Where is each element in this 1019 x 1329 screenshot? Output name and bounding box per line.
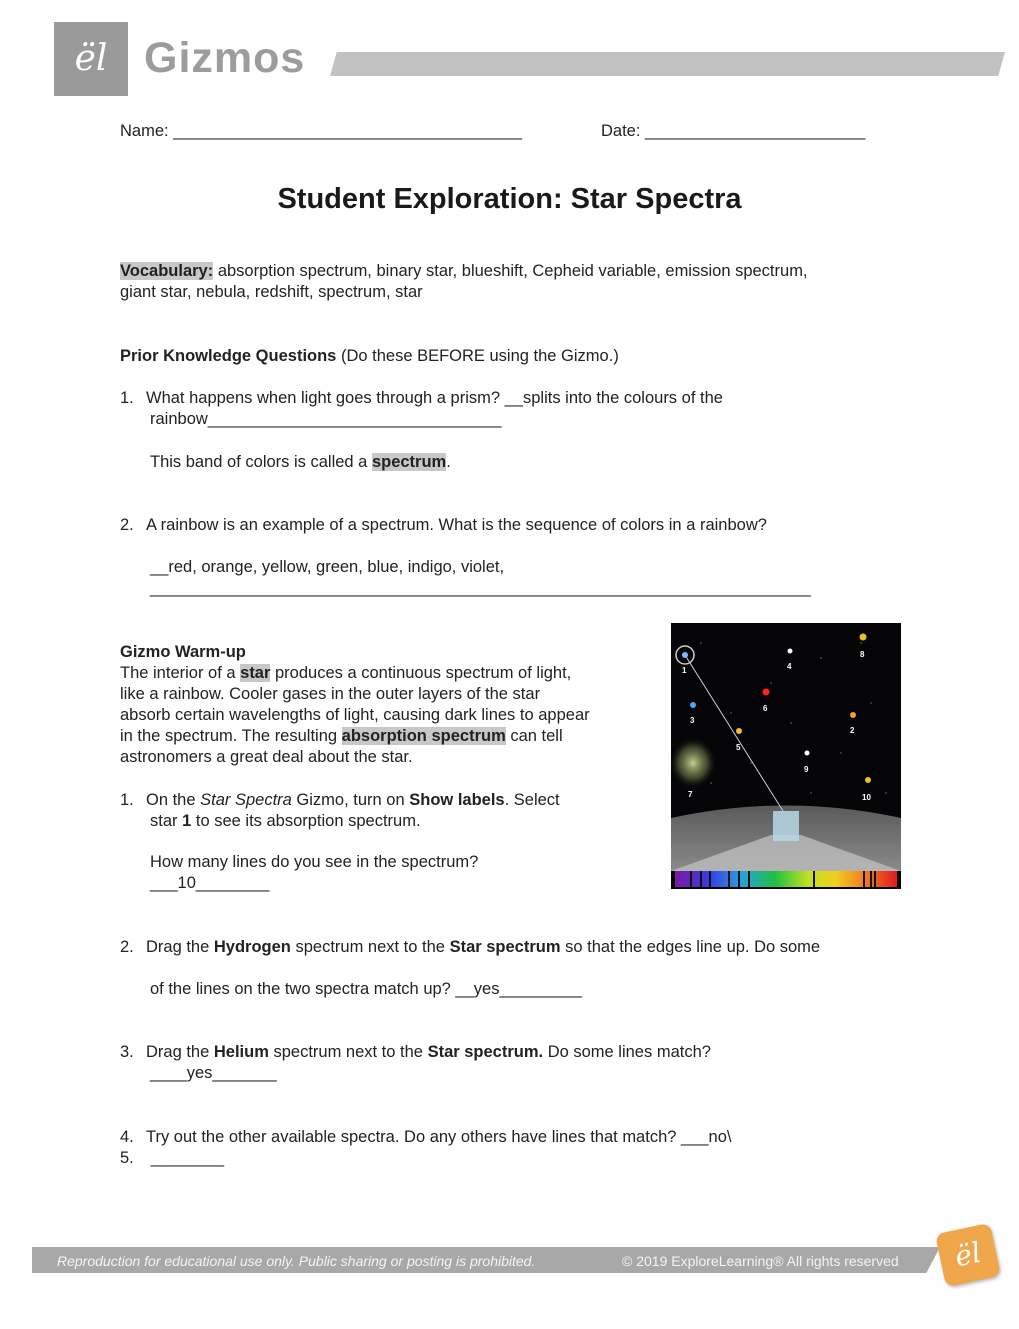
followup-text: This band of colors is called a (150, 453, 372, 471)
warmup-q1-question: How many lines do you see in the spectrum? (150, 853, 479, 871)
warmup-q5 (120, 1148, 224, 1169)
page-title: Student Exploration: Star Spectra (277, 183, 742, 215)
header-bar (330, 52, 1005, 76)
q-text: spectrum next to the (290, 938, 450, 956)
q-text: to see its absorption spectrum. (191, 812, 421, 830)
warmup-q1-answer: ___10________ (150, 874, 270, 892)
gizmo-name: Star Spectra (200, 791, 292, 809)
q-text: Drag the (146, 1043, 214, 1061)
nebula (671, 737, 717, 789)
name-field (120, 121, 522, 142)
helium-term: Helium (213, 1043, 269, 1061)
q-text: Do some lines match? (543, 1043, 711, 1061)
prior-heading-label: Prior Knowledge Questions (120, 347, 337, 365)
para-text: can tell (505, 727, 563, 745)
star-label-5: 5 (736, 743, 741, 752)
star-label-8: 8 (860, 650, 865, 659)
warmup-q2 (120, 937, 820, 958)
vocabulary-line-2: giant star, nebula, redshift, spectrum, star (120, 283, 423, 301)
warmup-heading (120, 642, 246, 663)
prior-q1-line2: rainbow________________________________ (150, 410, 502, 428)
star-label-7: 7 (688, 790, 693, 799)
warmup-para-line-3: absorb certain wavelengths of light, causing dark lines to appear (120, 706, 590, 724)
hydrogen-term: Hydrogen (213, 938, 291, 956)
date-blank: ________________________ (645, 122, 866, 140)
warmup-q3-num: 3. (120, 1043, 134, 1061)
star-label-3: 3 (690, 716, 695, 725)
warmup-para-line-1 (120, 663, 571, 684)
prior-q1-num: 1. (120, 389, 134, 407)
warmup-q1-num: 1. (120, 791, 134, 809)
star-label-6: 6 (763, 704, 768, 713)
star-label-2: 2 (850, 726, 855, 735)
q-text: spectrum next to the (268, 1043, 428, 1061)
show-labels-term: Show labels (409, 791, 505, 809)
spectrum-term: spectrum (371, 453, 447, 471)
prior-q2-blank: ________________________________________________________________________ (150, 579, 811, 597)
q-text: Drag the (146, 938, 214, 956)
q-text: ________ (146, 1149, 224, 1167)
vocabulary-terms-1: absorption spectrum, binary star, blueshift, Cepheid variable, emission spectrum, (213, 262, 808, 280)
para-text: The interior of a (120, 664, 241, 682)
warmup-q4 (120, 1127, 731, 1148)
star-spectra-gizmo-image (671, 623, 901, 889)
star-term: star (240, 664, 271, 682)
star-field-illustration (671, 623, 901, 889)
q-text: Try out the other available spectra. Do any others have lines that match? ___no\ (146, 1128, 732, 1146)
q-text: so that the edges line up. Do some (560, 938, 821, 956)
name-label: Name: (120, 122, 169, 140)
brand-name: Gizmos (144, 34, 306, 82)
star-label-10: 10 (862, 793, 871, 802)
explorelearning-footer-logo: ël (935, 1223, 1001, 1287)
prior-q1 (120, 388, 723, 409)
warmup-q1-line2 (150, 811, 421, 832)
warmup-q2-num: 2. (120, 938, 134, 956)
prior-q2-answer: __red, orange, yellow, green, blue, indigo, violet, (150, 558, 505, 576)
footer-notice: Reproduction for educational use only. Public sharing or posting is prohibited. (57, 1253, 536, 1269)
star-label-1: 1 (682, 666, 687, 675)
warmup-q4-num: 4. (120, 1128, 134, 1146)
warmup-para-line-5: astronomers a great deal about the star. (120, 748, 413, 766)
explorelearning-logo: ël (54, 22, 128, 96)
warmup-q3-answer: ____yes_______ (150, 1064, 277, 1082)
para-text: in the spectrum. The resulting (120, 727, 342, 745)
warmup-q5-num: 5. (120, 1149, 134, 1167)
warmup-q1 (120, 790, 560, 811)
warmup-q2-line2: of the lines on the two spectra match up? __yes_________ (150, 980, 583, 998)
prior-q2-text: A rainbow is an example of a spectrum. What is the sequence of colors in a rainbow? (146, 516, 767, 534)
warmup-para-line-2: like a rainbow. Cooler gases in the outer layers of the star (120, 685, 541, 703)
date-label: Date: (601, 122, 641, 140)
vocabulary-line-1 (120, 261, 808, 282)
prior-q2-num: 2. (120, 516, 134, 534)
name-blank: ______________________________________ (173, 122, 522, 140)
prior-q1-text: What happens when light goes through a prism? __splits into the colours of the (146, 389, 723, 407)
para-text: produces a continuous spectrum of light, (270, 664, 572, 682)
vocabulary-label: Vocabulary: (120, 262, 214, 280)
absorption-spectrum-term: absorption spectrum (341, 727, 506, 745)
q-text: star (150, 812, 183, 830)
warmup-q3 (120, 1042, 711, 1063)
star-label-4: 4 (787, 662, 792, 671)
star-spectrum-term: Star spectrum. (427, 1043, 544, 1061)
star-label-9: 9 (804, 765, 809, 774)
q-text: Gizmo, turn on (291, 791, 410, 809)
warmup-heading-label: Gizmo Warm-up (120, 643, 246, 661)
prism (773, 811, 799, 841)
date-field (601, 121, 865, 142)
warmup-para-line-4 (120, 726, 563, 747)
footer-copyright: © 2019 ExploreLearning® All rights reserved (622, 1253, 899, 1269)
prior-q1-followup (150, 452, 451, 473)
star-spectrum-term: Star spectrum (449, 938, 561, 956)
prior-q2 (120, 515, 767, 536)
prior-knowledge-heading (120, 346, 619, 367)
followup-period: . (446, 453, 451, 471)
prior-heading-note: (Do these BEFORE using the Gizmo.) (336, 347, 619, 365)
star-number: 1 (182, 812, 192, 830)
q-text: On the (146, 791, 201, 809)
q-text: . Select (504, 791, 560, 809)
